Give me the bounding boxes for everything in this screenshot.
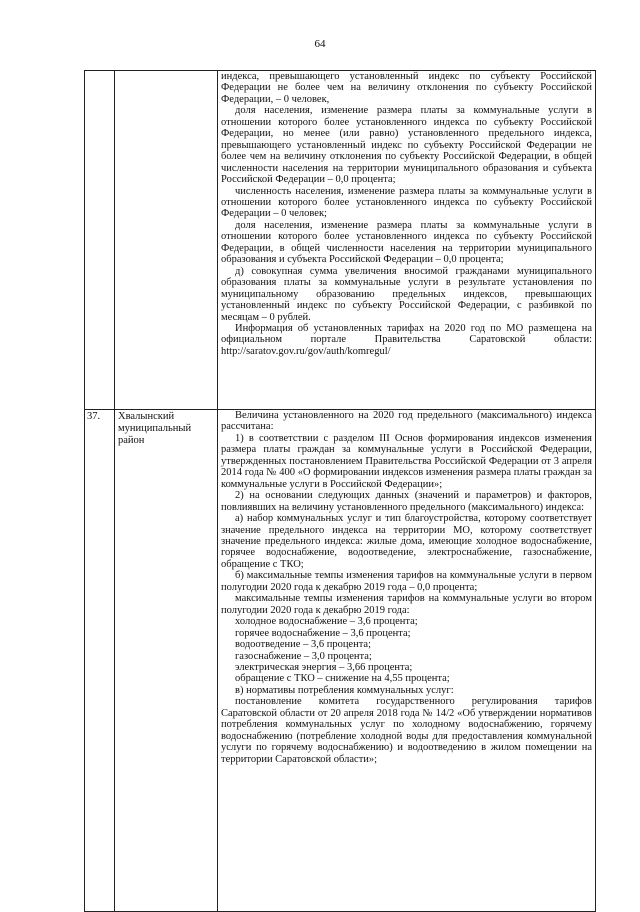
district-name-cell (115, 71, 218, 410)
paragraph: водоотведение – 3,6 процента; (235, 639, 372, 651)
paragraph: в) нормативы потребления коммунальных услуг: (235, 684, 454, 696)
paragraph: доля населения, изменение размера платы за коммунальные услуги в отношении которого более установленного индекса по субъекту Российской Федерации, но менее (или равно) установленного предельного индекса, превышающего установленный индекс по субъекту Российской Федерации не более чем на величину отклонения по субъекту Российской Федерации, в общей численности населения на территории муниципального образования и субъекта Российской Федерации – 0,0 процента; (221, 105, 592, 186)
paragraph: постановление комитета государственного регулирования тарифов Саратовской области от 20 апреля 2018 года № 14/2 «Об утверждении нормативов потребления коммунальных услуг по холодному водоснабжению, горячему водоснабжению (потребление холодной воды для предоставления коммунальной услуги по горячему водоснабжению) и водоотведению в жилом помещении на территории Саратовской области»; (221, 696, 592, 765)
paragraph: холодное водоснабжение – 3,6 процента; (235, 616, 418, 628)
paragraph: 1) в соответствии с разделом III Основ формирования индексов изменения размера платы граждан за коммунальные услуги в Российской Федерации, утвержденных постановлением Правительства Российской Федерации от 3 апреля 2014 года № 400 «О формировании индексов изменения размера платы граждан за коммунальные услуги в Российской Федерации»; (221, 432, 592, 490)
page-number: 64 (314, 38, 326, 50)
paragraph: д) совокупная сумма увеличения вносимой гражданами муниципального образования платы за коммунальные услуги в результате установления по муниципальному образованию предельных индексов, превышающих установленный индекс по субъекту Российской Федерации, с разбивкой по месяцам – 0 рублей. (221, 265, 592, 323)
paragraph: Информация об установленных тарифах на 2020 год по МО размещена на официальном портале Правительства Саратовской области: http://saratov.gov.ru/gov/auth/komregul/ (221, 322, 592, 357)
paragraph: индекса, превышающего установленный индекс по субъекту Российской Федерации не более чем на величину отклонения по субъекту Российской Федерации, – 0 человек, (221, 71, 592, 105)
description-cell (218, 71, 596, 410)
paragraph: электрическая энергия – 3,66 процента; (235, 661, 413, 673)
paragraph: численность населения, изменение размера платы за коммунальные услуги в отношении которого более установленного индекса по субъекту Российской Федерации – 0 человек; (221, 185, 592, 220)
table-row (85, 71, 596, 410)
paragraph: обращение с ТКО – снижение на 4,55 процента; (235, 673, 450, 685)
paragraph: максимальные темпы изменения тарифов на коммунальные услуги во втором полугодии 2020 года к декабрю 2019 года: (221, 593, 592, 616)
table-row (85, 410, 596, 912)
description-cell (218, 410, 596, 912)
paragraph: горячее водоснабжение – 3,6 процента; (235, 627, 411, 639)
paragraph: газоснабжение – 3,0 процента; (235, 650, 372, 662)
paragraph: доля населения, изменение размера платы за коммунальные услуги в отношении которого более установленного индекса по субъекту Российской Федерации, в общей численности населения на территории муниципального образования и субъекта Российской Федерации – 0,0 процента; (221, 219, 592, 266)
paragraph: б) максимальные темпы изменения тарифов на коммунальные услуги в первом полугодии 2020 года к декабрю 2019 года – 0,0 процента; (221, 570, 592, 593)
paragraph: Величина установленного на 2020 год предельного (максимального) индекса рассчитана: (221, 410, 592, 433)
document-table (84, 70, 596, 912)
district-name-cell: Хвалынский муниципальный район (115, 410, 218, 912)
row-number-cell (85, 71, 115, 410)
paragraph: а) набор коммунальных услуг и тип благоустройства, которому соответствует значение предельного индекса на территории МО, которому соответствует значение предельного индекса: жилые дома, имеющие холодное водоснабжение, горячее водоснабжение, водоотведение, электроснабжение, газоснабжение, обращение с ТКО; (221, 513, 592, 570)
row-number-cell: 37. (85, 410, 115, 912)
paragraph: 2) на основании следующих данных (значений и параметров) и факторов, повлиявших на величину установленного предельного (максимального) индекса: (221, 490, 592, 513)
